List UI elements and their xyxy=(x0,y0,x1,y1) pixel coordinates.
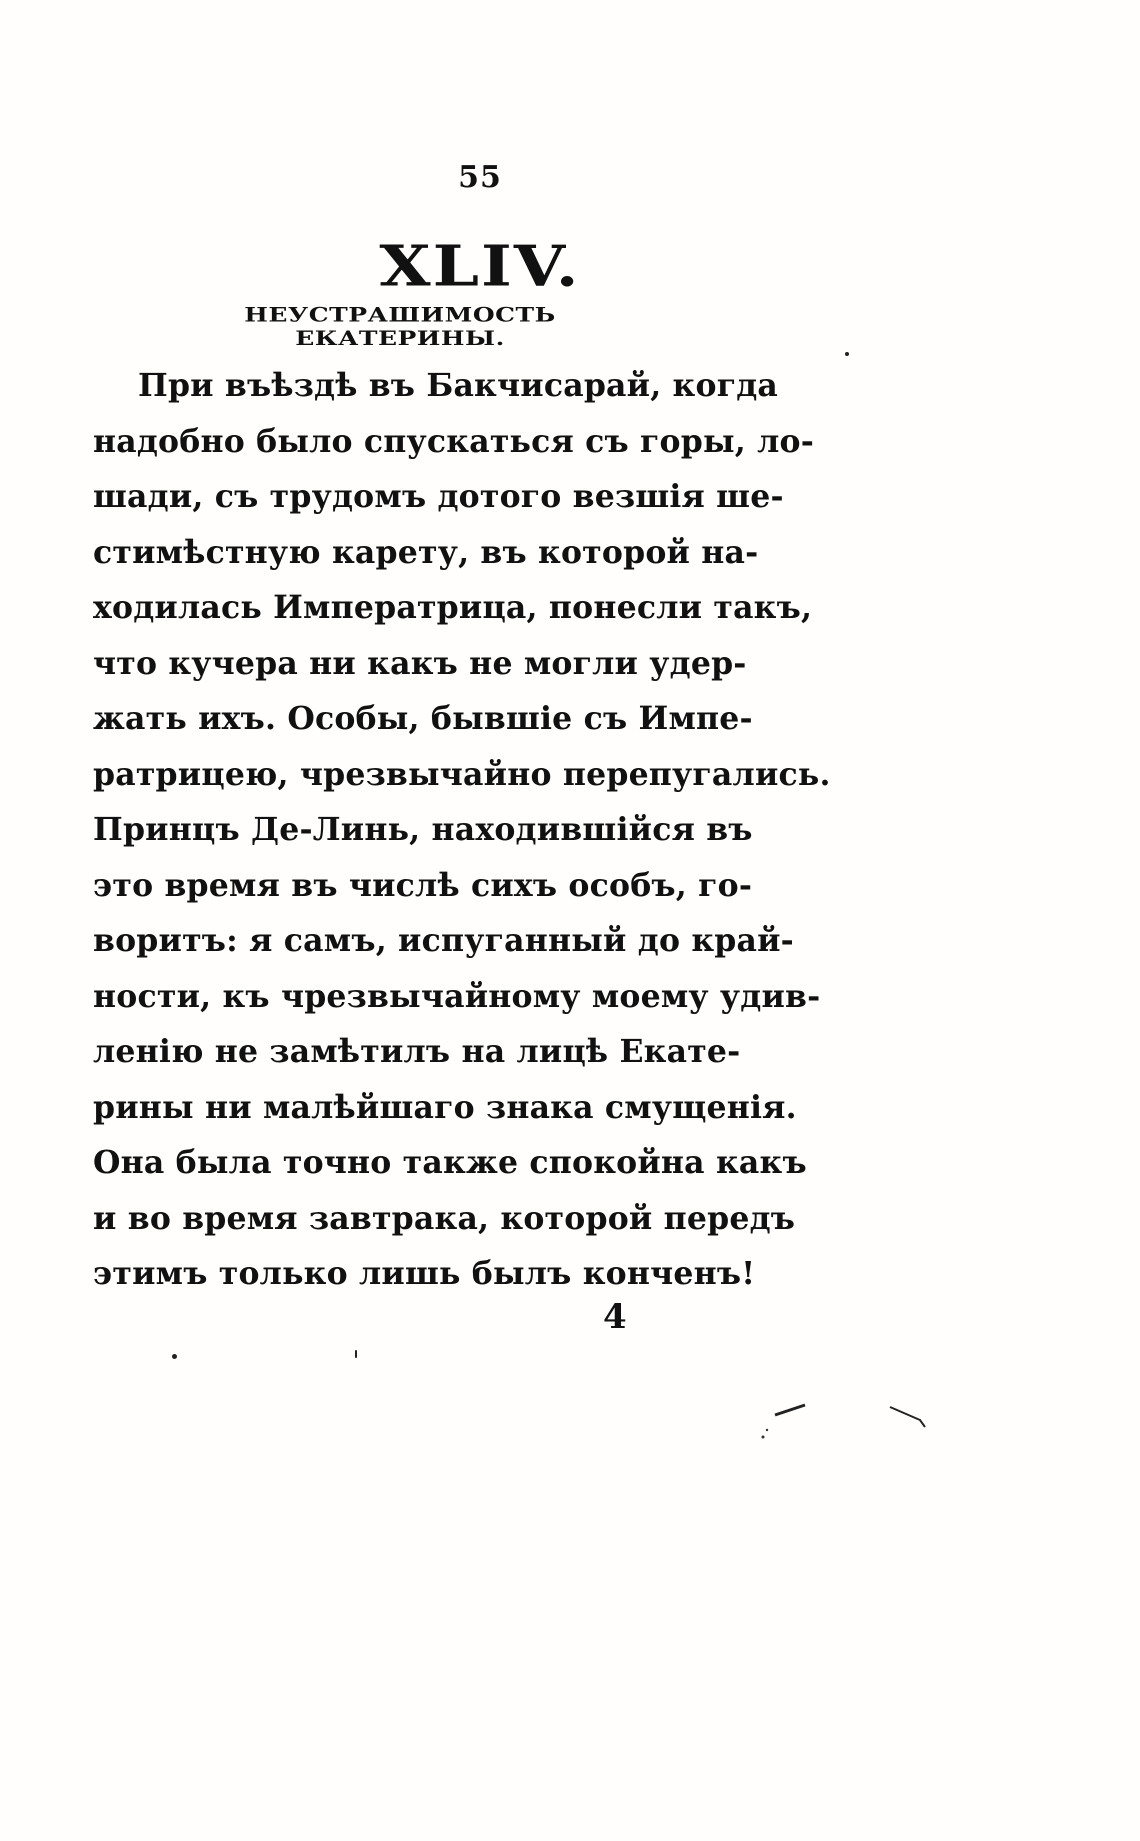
body-line: Принцъ Де-Линь, находившійся въ xyxy=(93,811,753,848)
body-text xyxy=(93,358,831,1302)
body-line: ходилась Императрица, понесли такъ, xyxy=(93,589,813,626)
body-line: рины ни малѣйшаго знака смущенія. xyxy=(93,1088,797,1126)
chapter-title: НЕУСТРАШИМОСТЬ ЕКАТЕРИНЫ. xyxy=(244,303,556,350)
page-number: 55 xyxy=(458,160,502,195)
scan-speck xyxy=(845,352,849,356)
body-line: шади, съ трудомъ дотого везшія ше- xyxy=(93,478,784,515)
scan-speck xyxy=(172,1354,177,1359)
body-line: что кучера ни какъ не могли удер- xyxy=(93,644,747,682)
body-line: ленію не замѣтилъ на лицѣ Екате- xyxy=(93,1033,741,1070)
body-line: стимѣстную карету, въ которой на- xyxy=(93,533,759,571)
body-line: это время въ числѣ сихъ особъ, го- xyxy=(93,866,753,904)
body-line: воритъ: я самъ, испуганный до край- xyxy=(93,922,794,959)
signature-mark: 4 xyxy=(603,1297,627,1337)
body-line: ности, къ чрезвычайному моему удив- xyxy=(93,977,821,1015)
chapter-number: XLIV. xyxy=(379,232,581,300)
body-line: надобно было спускаться съ горы, ло- xyxy=(93,422,814,460)
body-line: ратрицею, чрезвычайно перепугались. xyxy=(93,755,831,793)
body-line: Она была точно также спокойна какъ xyxy=(93,1144,807,1181)
body-line: жать ихъ. Особы, бывшіе съ Импе- xyxy=(93,700,753,737)
scan-smudge xyxy=(755,1395,945,1445)
scan-speck xyxy=(355,1350,357,1358)
body-line: и во время завтрака, которой передъ xyxy=(93,1199,796,1237)
body-line: этимъ только лишь былъ конченъ! xyxy=(93,1255,756,1292)
body-line: При въѣздѣ въ Бакчисарай, когда xyxy=(138,367,779,404)
